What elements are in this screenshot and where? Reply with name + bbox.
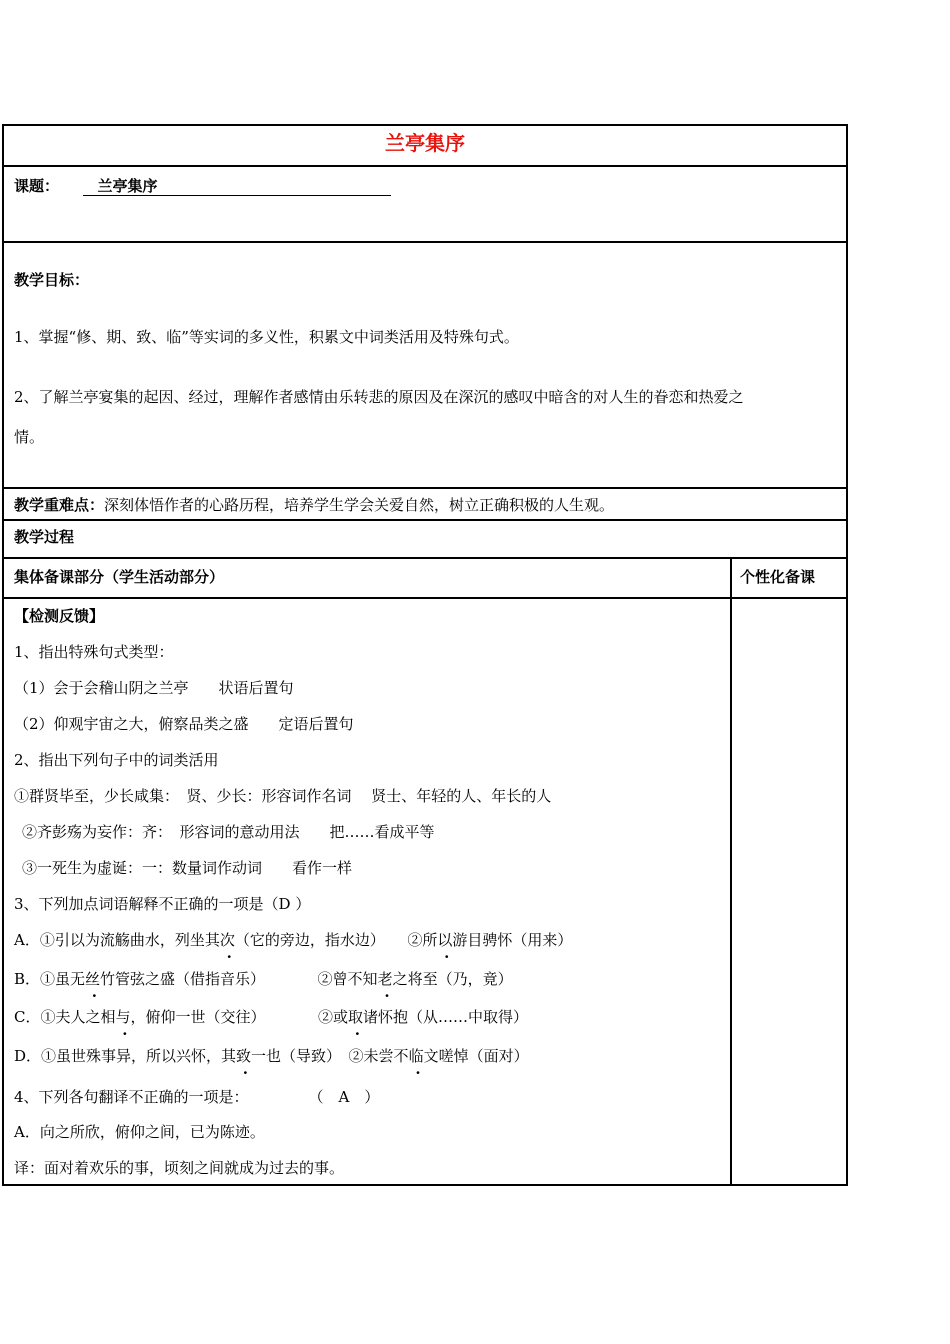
question-3-option-c xyxy=(14,1006,528,1027)
question-2-a: ①群贤毕至，少长咸集： 贤、少长：形容词作名词 贤士、年轻的人、年长的人 xyxy=(14,787,552,805)
option-text: 竹管弦之盛（借指音乐） ②曾不知 xyxy=(100,970,378,988)
column-divider-content xyxy=(730,599,732,1184)
option-text: B．①虽无 xyxy=(14,970,86,988)
process-heading: 教学过程 xyxy=(14,528,75,546)
dotted-word: 取 xyxy=(348,1008,364,1026)
question-4-a-translation: 译：面对着欢乐的事，顷刻之间就成为过去的事。 xyxy=(14,1159,345,1177)
objectives-heading: 教学目标： xyxy=(14,271,90,289)
content-row xyxy=(4,599,846,1184)
left-column-header: 集体备课部分（学生活动部分） xyxy=(14,568,225,586)
column-divider xyxy=(730,559,732,597)
dotted-word: 次 xyxy=(219,931,235,949)
dotted-word: 丝 xyxy=(85,970,101,988)
dotted-word: 与 xyxy=(115,1008,131,1026)
dotted-word: 老 xyxy=(377,970,393,988)
question-2-b: ②齐彭殇为妄作：齐： 形容词的意动用法 把……看成平等 xyxy=(22,823,435,841)
key-points-row xyxy=(4,489,846,521)
objective-item-2-cont: 情。 xyxy=(14,428,45,446)
question-3-option-a xyxy=(14,929,572,950)
topic-value: 兰亭集序 xyxy=(83,178,391,196)
option-text: （它的旁边，指水边） ②所 xyxy=(234,931,438,949)
topic-row xyxy=(4,167,846,243)
option-text: 文嗟悼（面对） xyxy=(423,1047,529,1065)
option-text: C．①夫人之相 xyxy=(14,1008,116,1026)
question-3-option-b xyxy=(14,968,513,989)
topic-line-wrap xyxy=(14,175,391,196)
right-column-header: 个性化备课 xyxy=(740,568,816,586)
question-1-a: （1）会于会稽山阴之兰亭 状语后置句 xyxy=(14,679,294,697)
question-3: 3、下列加点词语解释不正确的一项是（D ） xyxy=(14,895,311,913)
question-4-a: A．向之所欣，俯仰之间，已为陈迹。 xyxy=(14,1123,265,1141)
objectives-row xyxy=(4,243,846,489)
dotted-word: 致 xyxy=(236,1047,252,1065)
process-row xyxy=(4,521,846,559)
question-2-c: ③一死生为虚诞：一：数量词作动词 看作一样 xyxy=(22,859,353,877)
key-points-text: 深刻体悟作者的心路历程，培养学生学会关爱自然，树立正确积极的人生观。 xyxy=(104,496,615,514)
objective-item-1: 1、掌握“修、期、致、临”等实词的多义性，积累文中词类活用及特殊句式。 xyxy=(14,328,519,346)
option-text: D．①虽世殊事异，所以兴怀，其 xyxy=(14,1047,237,1065)
dotted-word: 以 xyxy=(437,931,453,949)
dotted-word: 临 xyxy=(408,1047,424,1065)
option-text: ，俯仰一世（交往） ②或 xyxy=(130,1008,349,1026)
page-title: 兰亭集序 xyxy=(385,131,465,155)
objective-item-2: 2、了解兰亭宴集的起因、经过，理解作者感情由乐转悲的原因及在深沉的感叹中暗含的对人生的眷恋和热爱之 xyxy=(14,388,744,406)
question-1: 1、指出特殊句式类型： xyxy=(14,643,174,661)
section-heading: 【检测反馈】 xyxy=(14,607,105,625)
key-points-line xyxy=(14,494,614,515)
lesson-plan-table xyxy=(2,124,848,1186)
question-2: 2、指出下列句子中的词类活用 xyxy=(14,751,219,769)
columns-header-row xyxy=(4,559,846,599)
topic-label: 课题： xyxy=(14,177,60,195)
question-4: 4、下列各句翻译不正确的一项是： （ A ） xyxy=(14,1088,380,1106)
option-text: 之将至（乃，竟） xyxy=(392,970,513,988)
option-text: 游目骋怀（用来） xyxy=(452,931,573,949)
option-text: 诸怀抱（从……中取得） xyxy=(363,1008,529,1026)
key-points-label: 教学重难点： xyxy=(14,496,105,514)
title-row xyxy=(4,126,846,167)
option-text: 一也（导致） ②未尝不 xyxy=(251,1047,409,1065)
question-1-b: （2）仰观宇宙之大，俯察品类之盛 定语后置句 xyxy=(14,715,354,733)
question-3-option-d xyxy=(14,1045,529,1066)
option-text: A．①引以为流觞曲水，列坐其 xyxy=(14,931,220,949)
